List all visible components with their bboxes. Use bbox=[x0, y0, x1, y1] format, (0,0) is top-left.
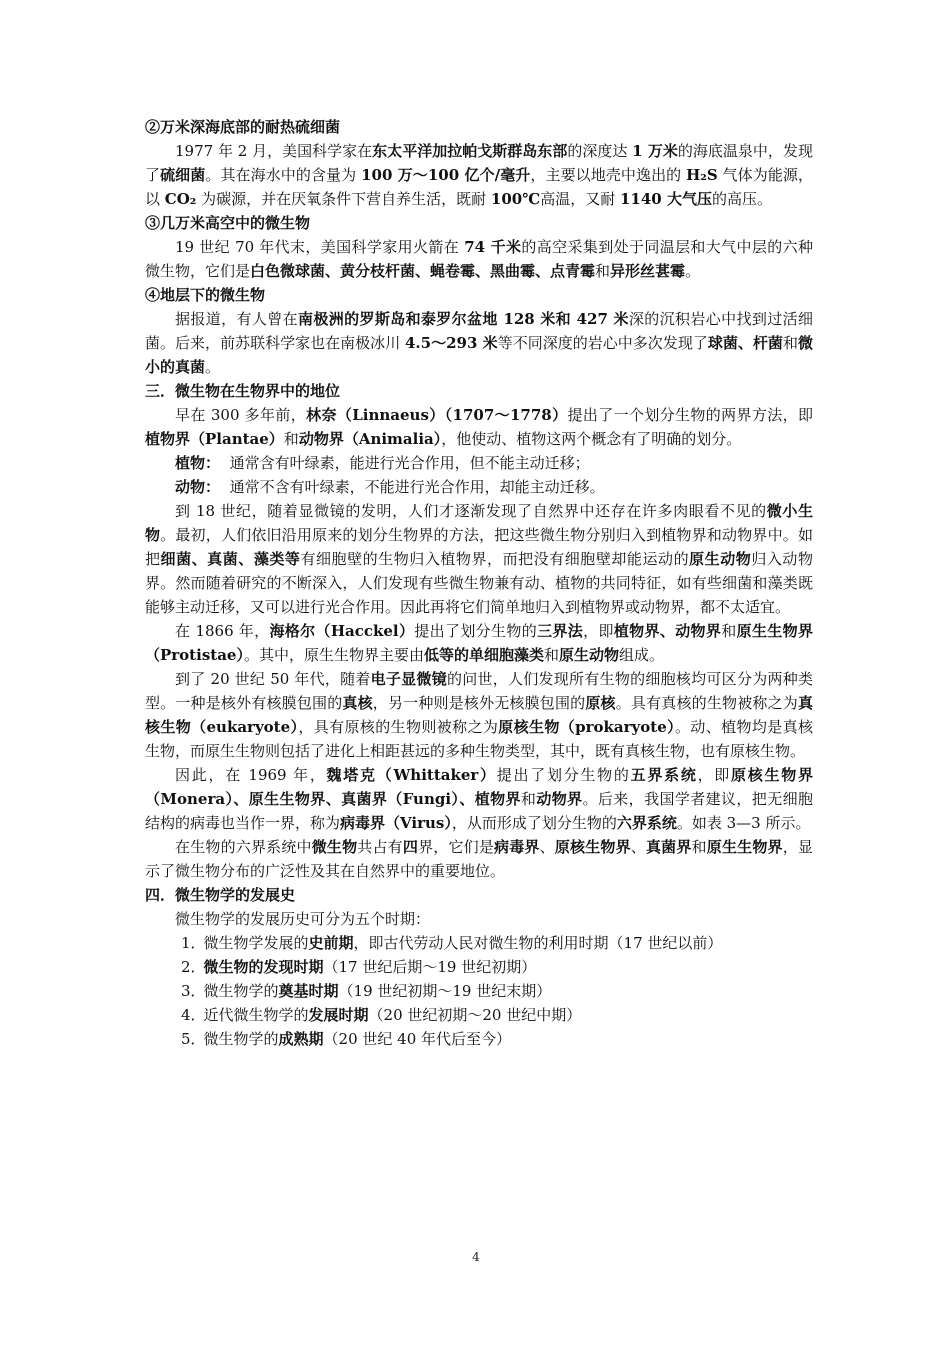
list-item: 2．微生物的发现时期（17 世纪后期～19 世纪初期） bbox=[181, 958, 537, 976]
definition-plant-text: 通常含有叶绿素，能进行光合作用，但不能主动迁移； bbox=[229, 454, 590, 472]
definition-animal bbox=[145, 475, 813, 499]
section-heading-high-altitude: ③几万米高空中的微生物 bbox=[145, 214, 311, 232]
page-number: 4 bbox=[472, 1250, 480, 1264]
paragraph-high-altitude: 19 世纪 70 年代末，美国科学家用火箭在 74 千米的高空采集到处于同温层和大气中层的六种微生物，它们是白色微球菌、黄分枝杆菌、蝇卷霉、黑曲霉、点青霉和异形丝葚霉。 bbox=[145, 238, 813, 280]
definition-plant-label: 植物： bbox=[175, 454, 221, 472]
list-item: 5．微生物学的成熟期（20 世纪 40 年代后至今） bbox=[181, 1030, 512, 1048]
paragraph-two-kingdoms: 早在 300 多年前，林奈（Linnaeus）（1707～1778）提出了一个划分生物的两界方法，即植物界（Plantae）和动物界（Animalia），他使动、植物这两个概念有了明确的划分。 bbox=[145, 406, 814, 448]
paragraph-history-intro: 微生物学的发展历史可分为五个时期： bbox=[175, 910, 431, 928]
part-heading-history: 四．微生物学的发展史 bbox=[145, 886, 296, 904]
paragraph-electron-microscope: 到了 20 世纪 50 年代，随着电子显微镜的问世，人们发现所有生物的细胞核均可区分为两种类型。一种是核外有核膜包围的真核，另一种则是核外无核膜包围的原核。具有真核的生物被称之为真核生物（eukaryote），具有原核的生物则被称之为原核生物（prokaryote）。动、植物均是真核生物，而原生生物则包括了进化上相距甚远的多种生物类型，其中，既有真核生物，也有原核生物。 bbox=[145, 670, 813, 760]
paragraph-five-kingdoms: 因此，在 1969 年，魏塔克（Whittaker）提出了划分生物的五界系统，即原核生物界（Monera）、原生生物界、真菌界（Fungi）、植物界和动物界。后来，我国学者建议，把无细胞结构的病毒也当作一界，称为病毒界（Virus），从而形成了划分生物的六界系统。如表 3—3 所示。 bbox=[145, 766, 813, 832]
paragraph-deep-sea: 1977 年 2 月，美国科学家在东太平洋加拉帕戈斯群岛东部的深度达 1 万米的海底温泉中，发现了硫细菌。其在海水中的含量为 100 万～100 亿个/毫升，主要以地壳中逸出的 H₂S 气体为能源，以 CO₂ 为碳源，并在厌氧条件下营自养生活，既耐 100℃高温，又耐 1140 大气压的高压。 bbox=[145, 142, 813, 208]
paragraph-microscope: 到 18 世纪，随着显微镜的发明，人们才逐渐发现了自然界中还存在许多肉眼看不见的微小生物。最初，人们依旧沿用原来的划分生物界的方法，把这些微生物分别归入到植物界和动物界中。如把细菌、真菌、藻类等有细胞壁的生物归入植物界，而把没有细胞壁却能运动的原生动物归入动物界。然而随着研究的不断深入，人们发现有些微生物兼有动、植物的共同特征，如有些细菌和藻类既能够主动迁移，又可以进行光合作用。因此再将它们简单地归入到植物界或动物界，都不太适宜。 bbox=[145, 502, 813, 616]
paragraph-six-kingdoms: 在生物的六界系统中微生物共占有四界，它们是病毒界、原核生物界、真菌界和原生生物界，显示了微生物分布的广泛性及其在自然界中的重要地位。 bbox=[145, 838, 813, 880]
definition-animal-label: 动物： bbox=[175, 478, 221, 496]
list-item: 1．微生物学发展的史前期，即古代劳动人民对微生物的利用时期（17 世纪以前） bbox=[181, 934, 723, 952]
definition-animal-text: 通常不含有叶绿素，不能进行光合作用，却能主动迁移。 bbox=[229, 478, 605, 496]
list-item: 3．微生物学的奠基时期（19 世纪初期～19 世纪末期） bbox=[181, 982, 552, 1000]
paragraph-underground: 据报道，有人曾在南极洲的罗斯岛和泰罗尔盆地 128 米和 427 米深的沉积岩心中找到过活细菌。后来，前苏联科学家也在南极冰川 4.5～293 米等不同深度的岩心中多次发现了球菌、杆菌和微小的真菌。 bbox=[145, 310, 813, 376]
list-item: 4．近代微生物学的发展时期（20 世纪初期～20 世纪中期） bbox=[181, 1006, 582, 1024]
section-heading-underground: ④地层下的微生物 bbox=[145, 286, 266, 304]
part-heading-status: 三．微生物在生物界中的地位 bbox=[145, 382, 341, 400]
section-heading-deep-sea: ②万米深海底部的耐热硫细菌 bbox=[145, 118, 341, 136]
history-period-list bbox=[145, 931, 813, 1051]
definition-plant bbox=[145, 451, 813, 475]
paragraph-three-kingdoms: 在 1866 年，海格尔（Hacckel）提出了划分生物的三界法，即植物界、动物界和原生生物界（Protistae）。其中，原生生物界主要由低等的单细胞藻类和原生动物组成。 bbox=[145, 622, 813, 664]
document-page bbox=[145, 115, 813, 1051]
